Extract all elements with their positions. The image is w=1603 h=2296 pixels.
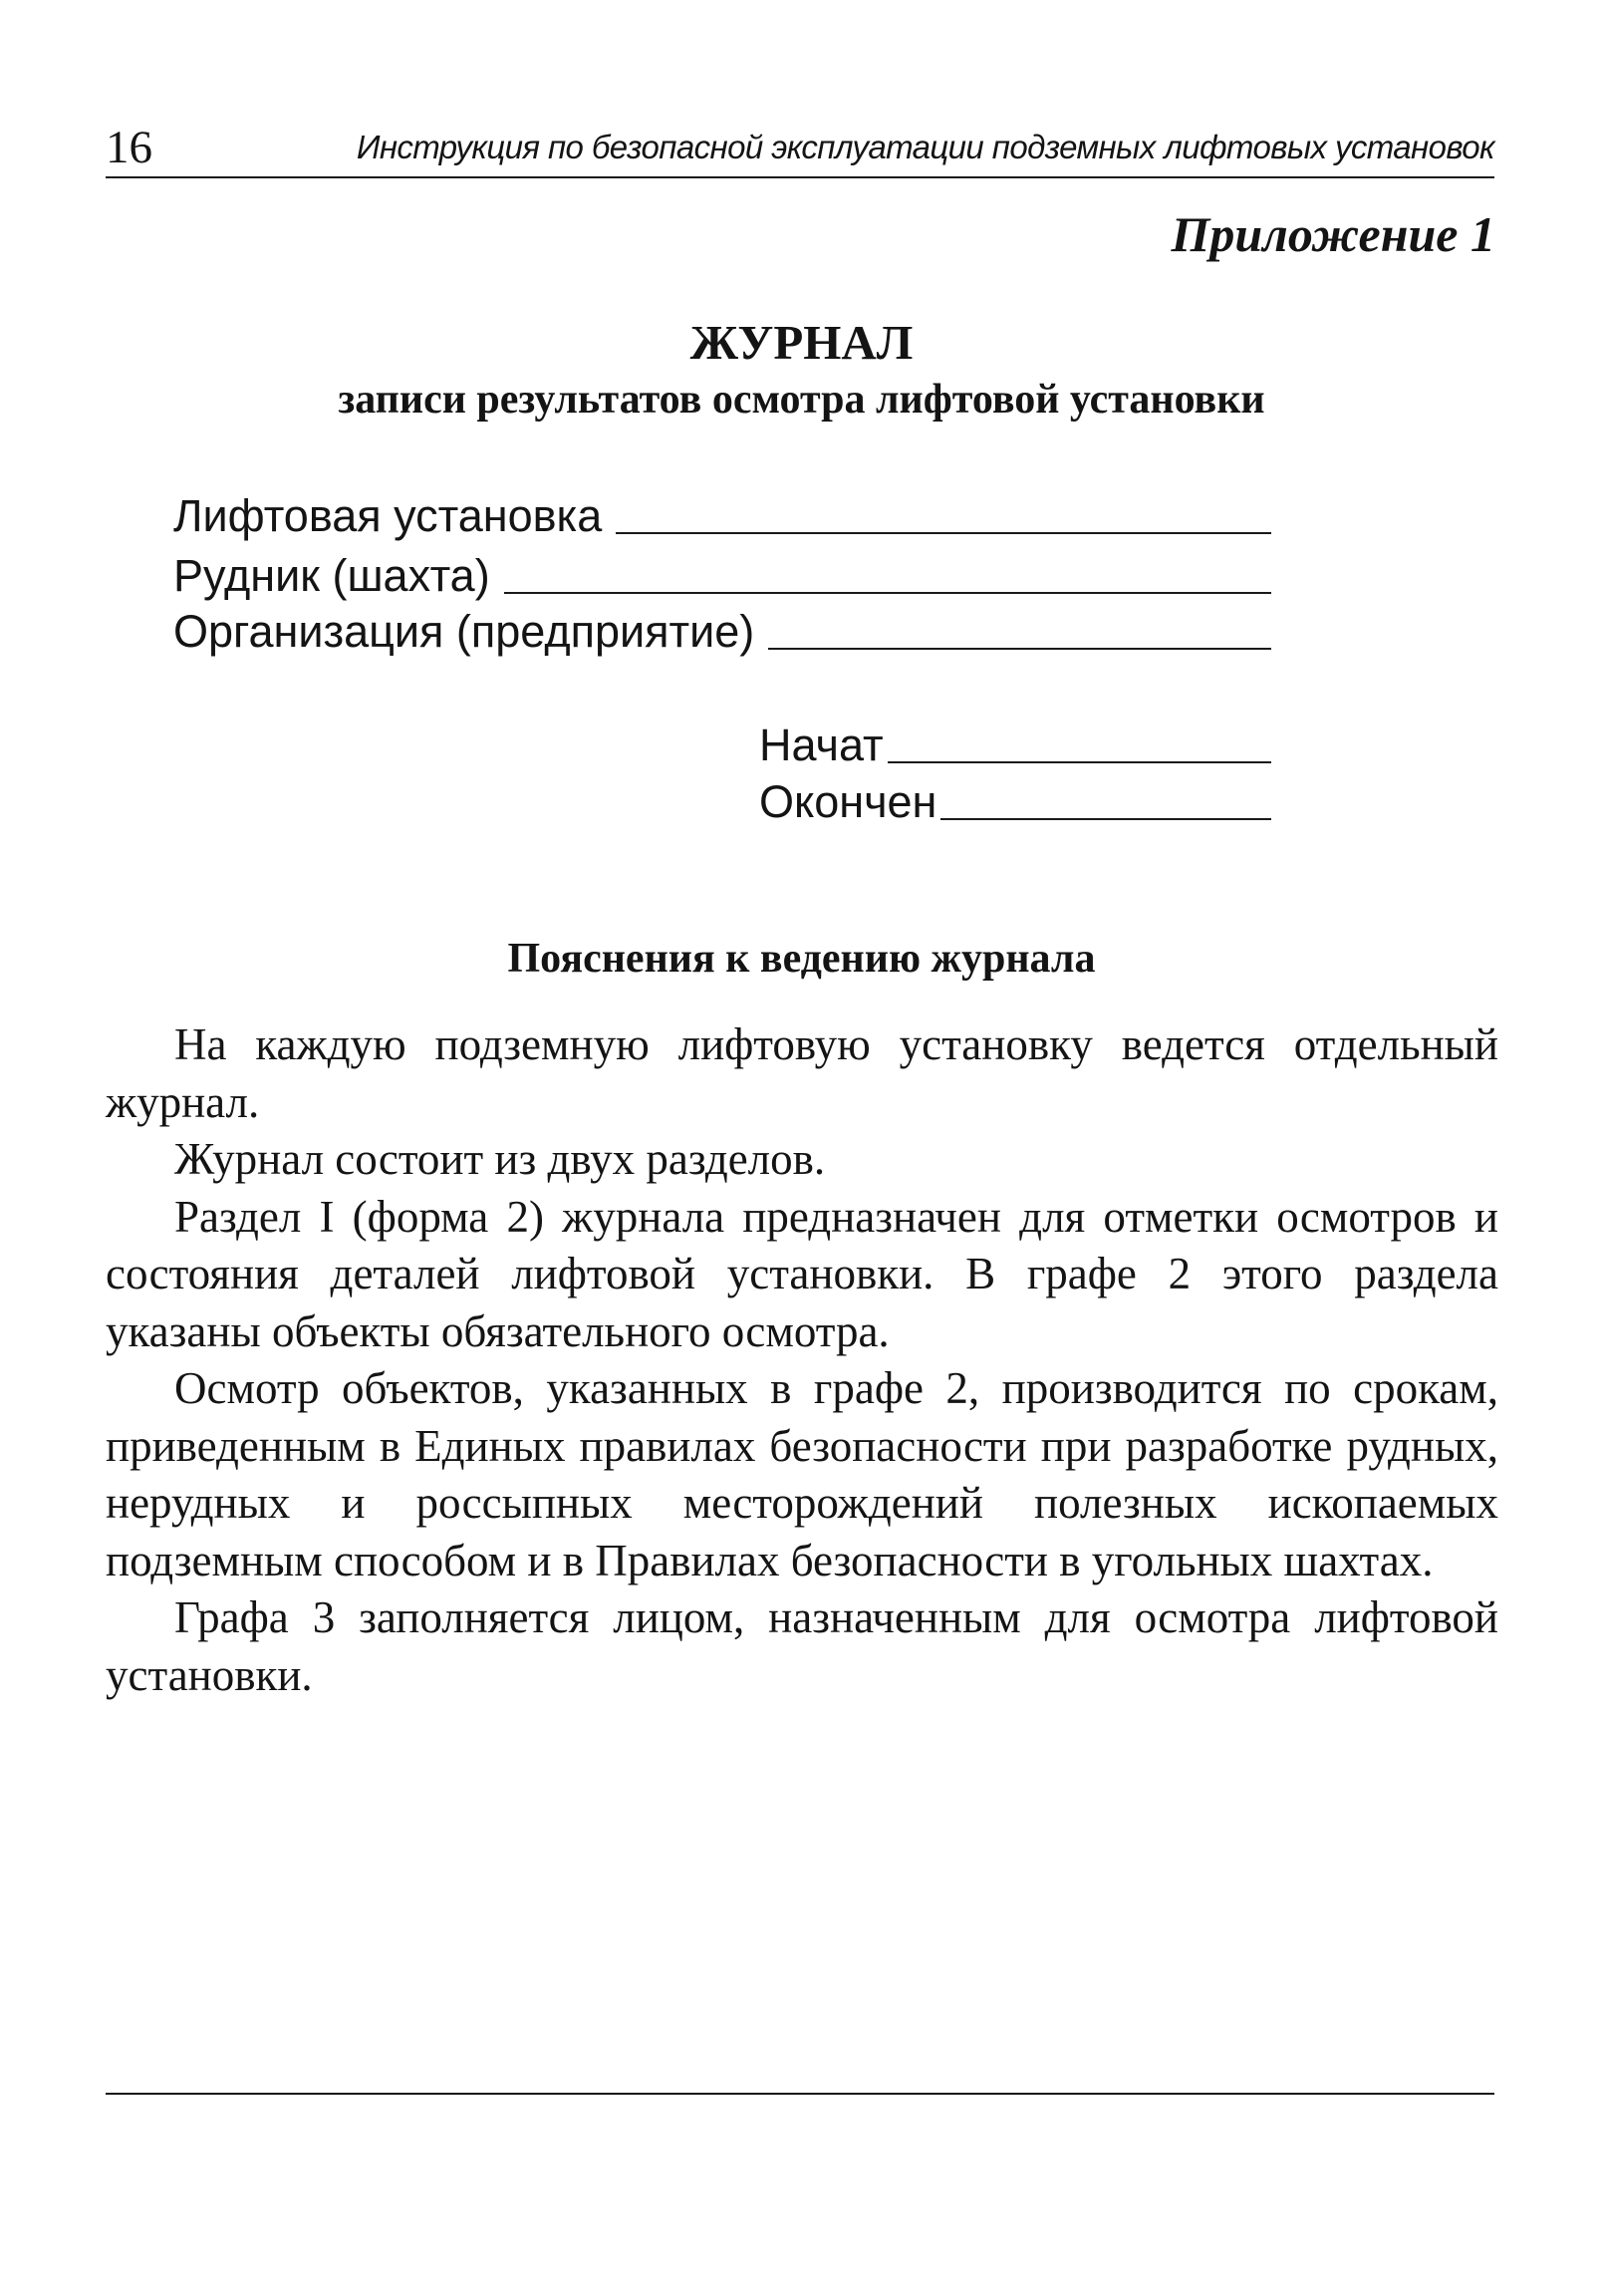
fill-in-line xyxy=(888,761,1271,763)
field-label-started: Начат xyxy=(759,719,884,770)
field-label-finished: Окончен xyxy=(759,776,937,827)
fill-in-line xyxy=(616,532,1271,534)
appendix-label: Приложение 1 xyxy=(1171,206,1495,262)
journal-subtitle: записи результатов осмотра лифтовой установки xyxy=(338,377,1265,423)
notes-heading: Пояснения к ведению журнала xyxy=(507,936,1096,982)
field-lift-installation xyxy=(173,488,1271,544)
notes-paragraph: Раздел I (форма 2) журнала предназначен для отметки осмотров и состояния деталей лифтовой установки. В графе 2 этого раздела указаны объекты обязательного осмотра. xyxy=(106,1191,1498,1356)
notes-paragraph: Осмотр объектов, указанных в графе 2, производится по срокам, приведенным в Единых правилах безопасности при разработке рудных, нерудных и россыпных месторождений полезных ископаемых подземным способом и в Правилах безопасности в угольных шахтах. xyxy=(106,1363,1498,1585)
fill-in-line xyxy=(940,818,1271,820)
notes-paragraph: На каждую подземную лифтовую установку ведется отдельный журнал. xyxy=(106,1019,1498,1127)
field-mine xyxy=(173,548,1271,604)
journal-title: ЖУРНАЛ xyxy=(689,315,914,370)
field-started xyxy=(759,718,1271,773)
header-divider xyxy=(106,176,1494,178)
notes-paragraph: Журнал состоит из двух разделов. xyxy=(174,1134,826,1184)
page-number: 16 xyxy=(106,122,152,173)
field-label-mine: Рудник (шахта) xyxy=(173,550,490,601)
footer-divider xyxy=(106,2093,1494,2095)
notes-paragraph: Графа 3 заполняется лицом, назначенным для осмотра лифтовой установки. xyxy=(106,1592,1498,1700)
field-organization xyxy=(173,604,1271,660)
running-title: Инструкция по безопасной эксплуатации подземных лифтовых установок xyxy=(356,129,1494,165)
notes-body xyxy=(106,1016,1498,1704)
field-label-lift-installation: Лифтовая установка xyxy=(173,490,603,541)
fill-in-line xyxy=(504,592,1271,594)
field-label-organization: Организация (предприятие) xyxy=(173,606,755,657)
fill-in-line xyxy=(768,648,1271,650)
field-finished xyxy=(759,774,1271,830)
